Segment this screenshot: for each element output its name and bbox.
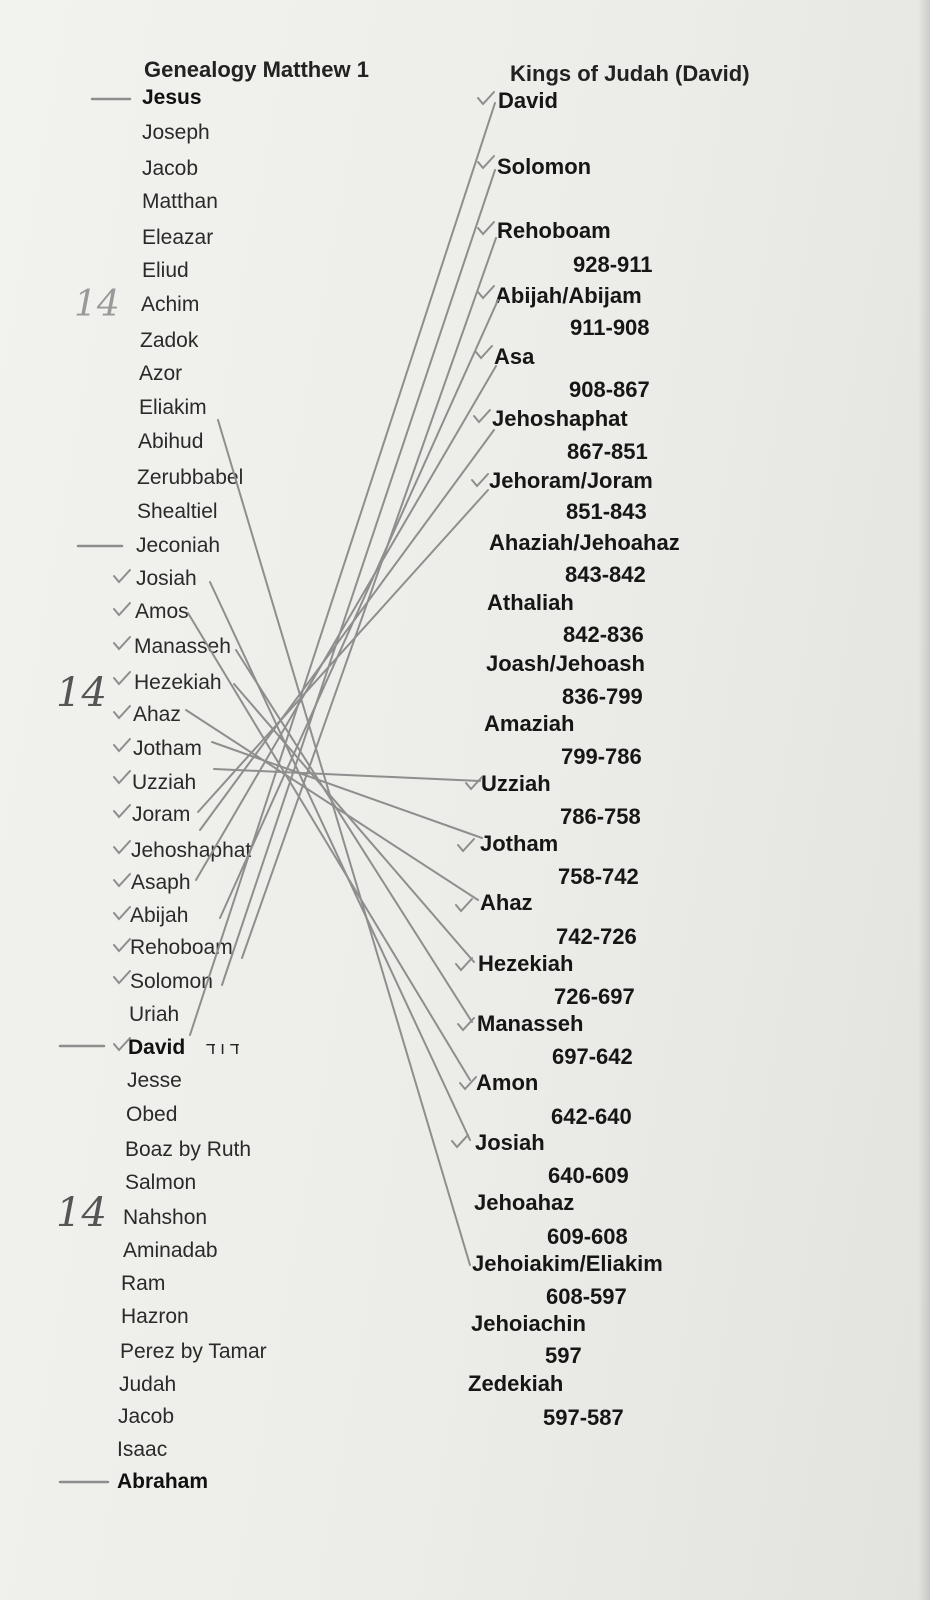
check-mark-icon xyxy=(452,1135,468,1147)
genealogy-name: Abijah xyxy=(130,904,189,927)
genealogy-name: Achim xyxy=(141,293,200,316)
king-name: Jehoram/Joram xyxy=(489,468,653,493)
king-reign-years: 642-640 xyxy=(551,1104,632,1129)
genealogy-name: Jehoshaphat xyxy=(131,839,252,862)
king-reign-years: 843-842 xyxy=(565,562,646,587)
king-reign-years: 609-608 xyxy=(547,1224,628,1249)
king-reign-years: 608-597 xyxy=(546,1284,627,1309)
handwritten-count-middle: 14 xyxy=(56,670,107,716)
connection-line xyxy=(234,684,474,962)
king-reign-years: 786-758 xyxy=(560,804,641,829)
check-mark-icon xyxy=(114,805,130,817)
king-name: Ahaz xyxy=(480,890,533,915)
check-mark-icon xyxy=(114,739,130,751)
check-mark-icon xyxy=(114,939,130,951)
king-name: Zedekiah xyxy=(468,1371,564,1396)
genealogy-name: Eliud xyxy=(142,259,189,282)
connection-line xyxy=(186,710,478,900)
check-mark-icon xyxy=(114,907,130,919)
connection-line xyxy=(236,650,472,1022)
genealogy-name: Eliakim xyxy=(139,396,207,419)
king-name: Amaziah xyxy=(484,711,575,736)
genealogy-name: Jacob xyxy=(142,157,199,180)
genealogy-name: Zerubbabel xyxy=(137,466,244,489)
king-name: Jehoahaz xyxy=(474,1190,575,1215)
connection-line xyxy=(212,742,482,838)
king-name: Jotham xyxy=(480,831,559,856)
king-name: Joash/Jehoash xyxy=(486,651,645,676)
genealogy-name: Uzziah xyxy=(132,771,197,794)
check-mark-icon xyxy=(114,672,130,684)
king-reign-years: 742-726 xyxy=(556,924,637,949)
king-reign-years: 867-851 xyxy=(567,439,648,464)
check-mark-icon xyxy=(458,1018,474,1030)
genealogy-name: Abraham xyxy=(117,1470,209,1493)
king-reign-years: 851-843 xyxy=(566,499,647,524)
genealogy-name: Matthan xyxy=(142,190,218,213)
king-reign-years: 597-587 xyxy=(543,1405,624,1430)
check-mark-icon xyxy=(478,156,494,168)
genealogy-name: Solomon xyxy=(130,970,213,993)
king-name: Rehoboam xyxy=(497,218,611,243)
genealogy-name: Shealtiel xyxy=(137,500,218,523)
genealogy-name: Jacob xyxy=(118,1405,175,1428)
connection-line xyxy=(242,238,496,958)
king-reign-years: 908-867 xyxy=(569,377,650,402)
king-reign-years: 836-799 xyxy=(562,684,643,709)
genealogy-name: Jesus xyxy=(142,86,202,109)
david-hebrew-note: דוד xyxy=(206,1039,245,1058)
check-mark-icon xyxy=(114,603,130,615)
connection-line xyxy=(220,300,498,918)
genealogy-name: Eleazar xyxy=(142,226,214,249)
king-name: Athaliah xyxy=(487,590,574,615)
check-mark-icon xyxy=(478,92,494,104)
king-name: Amon xyxy=(476,1070,539,1095)
check-mark-icon xyxy=(478,286,494,298)
genealogy-name: Joram xyxy=(132,803,191,826)
check-mark-icon xyxy=(114,570,130,582)
king-reign-years: 911-908 xyxy=(570,315,650,340)
genealogy-name: Jesse xyxy=(127,1069,182,1092)
check-mark-icon xyxy=(474,410,490,422)
genealogy-name: Isaac xyxy=(117,1438,168,1461)
check-mark-icon xyxy=(114,706,130,718)
king-name: Hezekiah xyxy=(478,951,574,976)
genealogy-name: Jeconiah xyxy=(136,534,221,557)
check-mark-icon xyxy=(114,874,130,886)
king-name: David xyxy=(498,88,558,113)
connection-line xyxy=(190,103,495,1035)
connection-line xyxy=(196,366,496,880)
king-name: Jehoshaphat xyxy=(492,406,628,431)
genealogy-name: Azor xyxy=(139,362,183,385)
connection-line xyxy=(222,170,495,985)
king-name: Ahaziah/Jehoahaz xyxy=(489,530,680,555)
king-reign-years: 597 xyxy=(545,1343,582,1368)
genealogy-name: Ahaz xyxy=(133,703,181,726)
genealogy-name: Nahshon xyxy=(123,1206,208,1229)
check-mark-icon xyxy=(114,971,130,983)
check-mark-icon xyxy=(476,346,492,358)
check-mark-icon xyxy=(460,1077,476,1089)
genealogy-name: Uriah xyxy=(129,1003,180,1026)
genealogy-name: Perez by Tamar xyxy=(120,1340,267,1363)
king-name: Asa xyxy=(494,344,535,369)
genealogy-heading: Genealogy Matthew 1 xyxy=(144,57,369,82)
genealogy-name: Boaz by Ruth xyxy=(125,1138,252,1161)
check-mark-icon xyxy=(114,841,130,853)
genealogy-name: Hezekiah xyxy=(134,671,222,694)
genealogy-name: Abihud xyxy=(138,430,204,453)
king-name: Uzziah xyxy=(481,771,551,796)
check-mark-icon xyxy=(478,222,494,234)
genealogy-name: Obed xyxy=(126,1103,178,1126)
connection-line xyxy=(200,430,494,830)
genealogy-name: Manasseh xyxy=(134,635,231,658)
genealogy-name: Rehoboam xyxy=(130,936,233,959)
check-mark-icon xyxy=(114,771,130,783)
genealogy-name: Aminadab xyxy=(123,1239,218,1262)
king-name: Josiah xyxy=(475,1130,545,1155)
check-mark-icon xyxy=(466,777,482,789)
check-mark-icon xyxy=(456,899,472,911)
check-mark-icon xyxy=(472,474,488,486)
genealogy-name: Amos xyxy=(135,600,189,623)
king-reign-years: 758-742 xyxy=(558,864,639,889)
king-name: Jehoiachin xyxy=(471,1311,586,1336)
king-name: Solomon xyxy=(497,154,592,179)
genealogy-name: David xyxy=(128,1036,186,1059)
page-edge-shadow xyxy=(918,0,930,1600)
genealogy-name: Ram xyxy=(121,1272,166,1295)
king-reign-years: 726-697 xyxy=(554,984,635,1009)
check-mark-icon xyxy=(456,958,472,970)
king-reign-years: 799-786 xyxy=(561,744,642,769)
genealogy-name: Jotham xyxy=(133,737,202,760)
king-name: Abijah/Abijam xyxy=(495,283,642,308)
kings-heading: Kings of Judah (David) xyxy=(510,61,750,86)
genealogy-name: Hazron xyxy=(121,1305,189,1328)
king-name: Jehoiakim/Eliakim xyxy=(472,1251,663,1276)
genealogy-name: Zadok xyxy=(140,329,199,352)
check-mark-icon xyxy=(114,637,130,649)
connection-line xyxy=(214,769,480,781)
king-reign-years: 697-642 xyxy=(552,1044,633,1069)
king-reign-years: 928-911 xyxy=(573,252,653,277)
genealogy-name: Josiah xyxy=(136,567,197,590)
genealogy-name: Judah xyxy=(119,1373,177,1396)
check-mark-icon xyxy=(458,839,474,851)
handwritten-count-bottom: 14 xyxy=(56,1190,107,1236)
connection-line xyxy=(198,490,488,812)
connection-line xyxy=(218,420,470,1265)
king-reign-years: 842-836 xyxy=(563,622,644,647)
genealogy-name: Joseph xyxy=(142,121,210,144)
king-name: Manasseh xyxy=(477,1011,584,1036)
genealogy-name: Salmon xyxy=(125,1171,197,1194)
king-reign-years: 640-609 xyxy=(548,1163,629,1188)
genealogy-name: Asaph xyxy=(131,871,191,894)
handwritten-count-top: 14 xyxy=(74,284,120,325)
